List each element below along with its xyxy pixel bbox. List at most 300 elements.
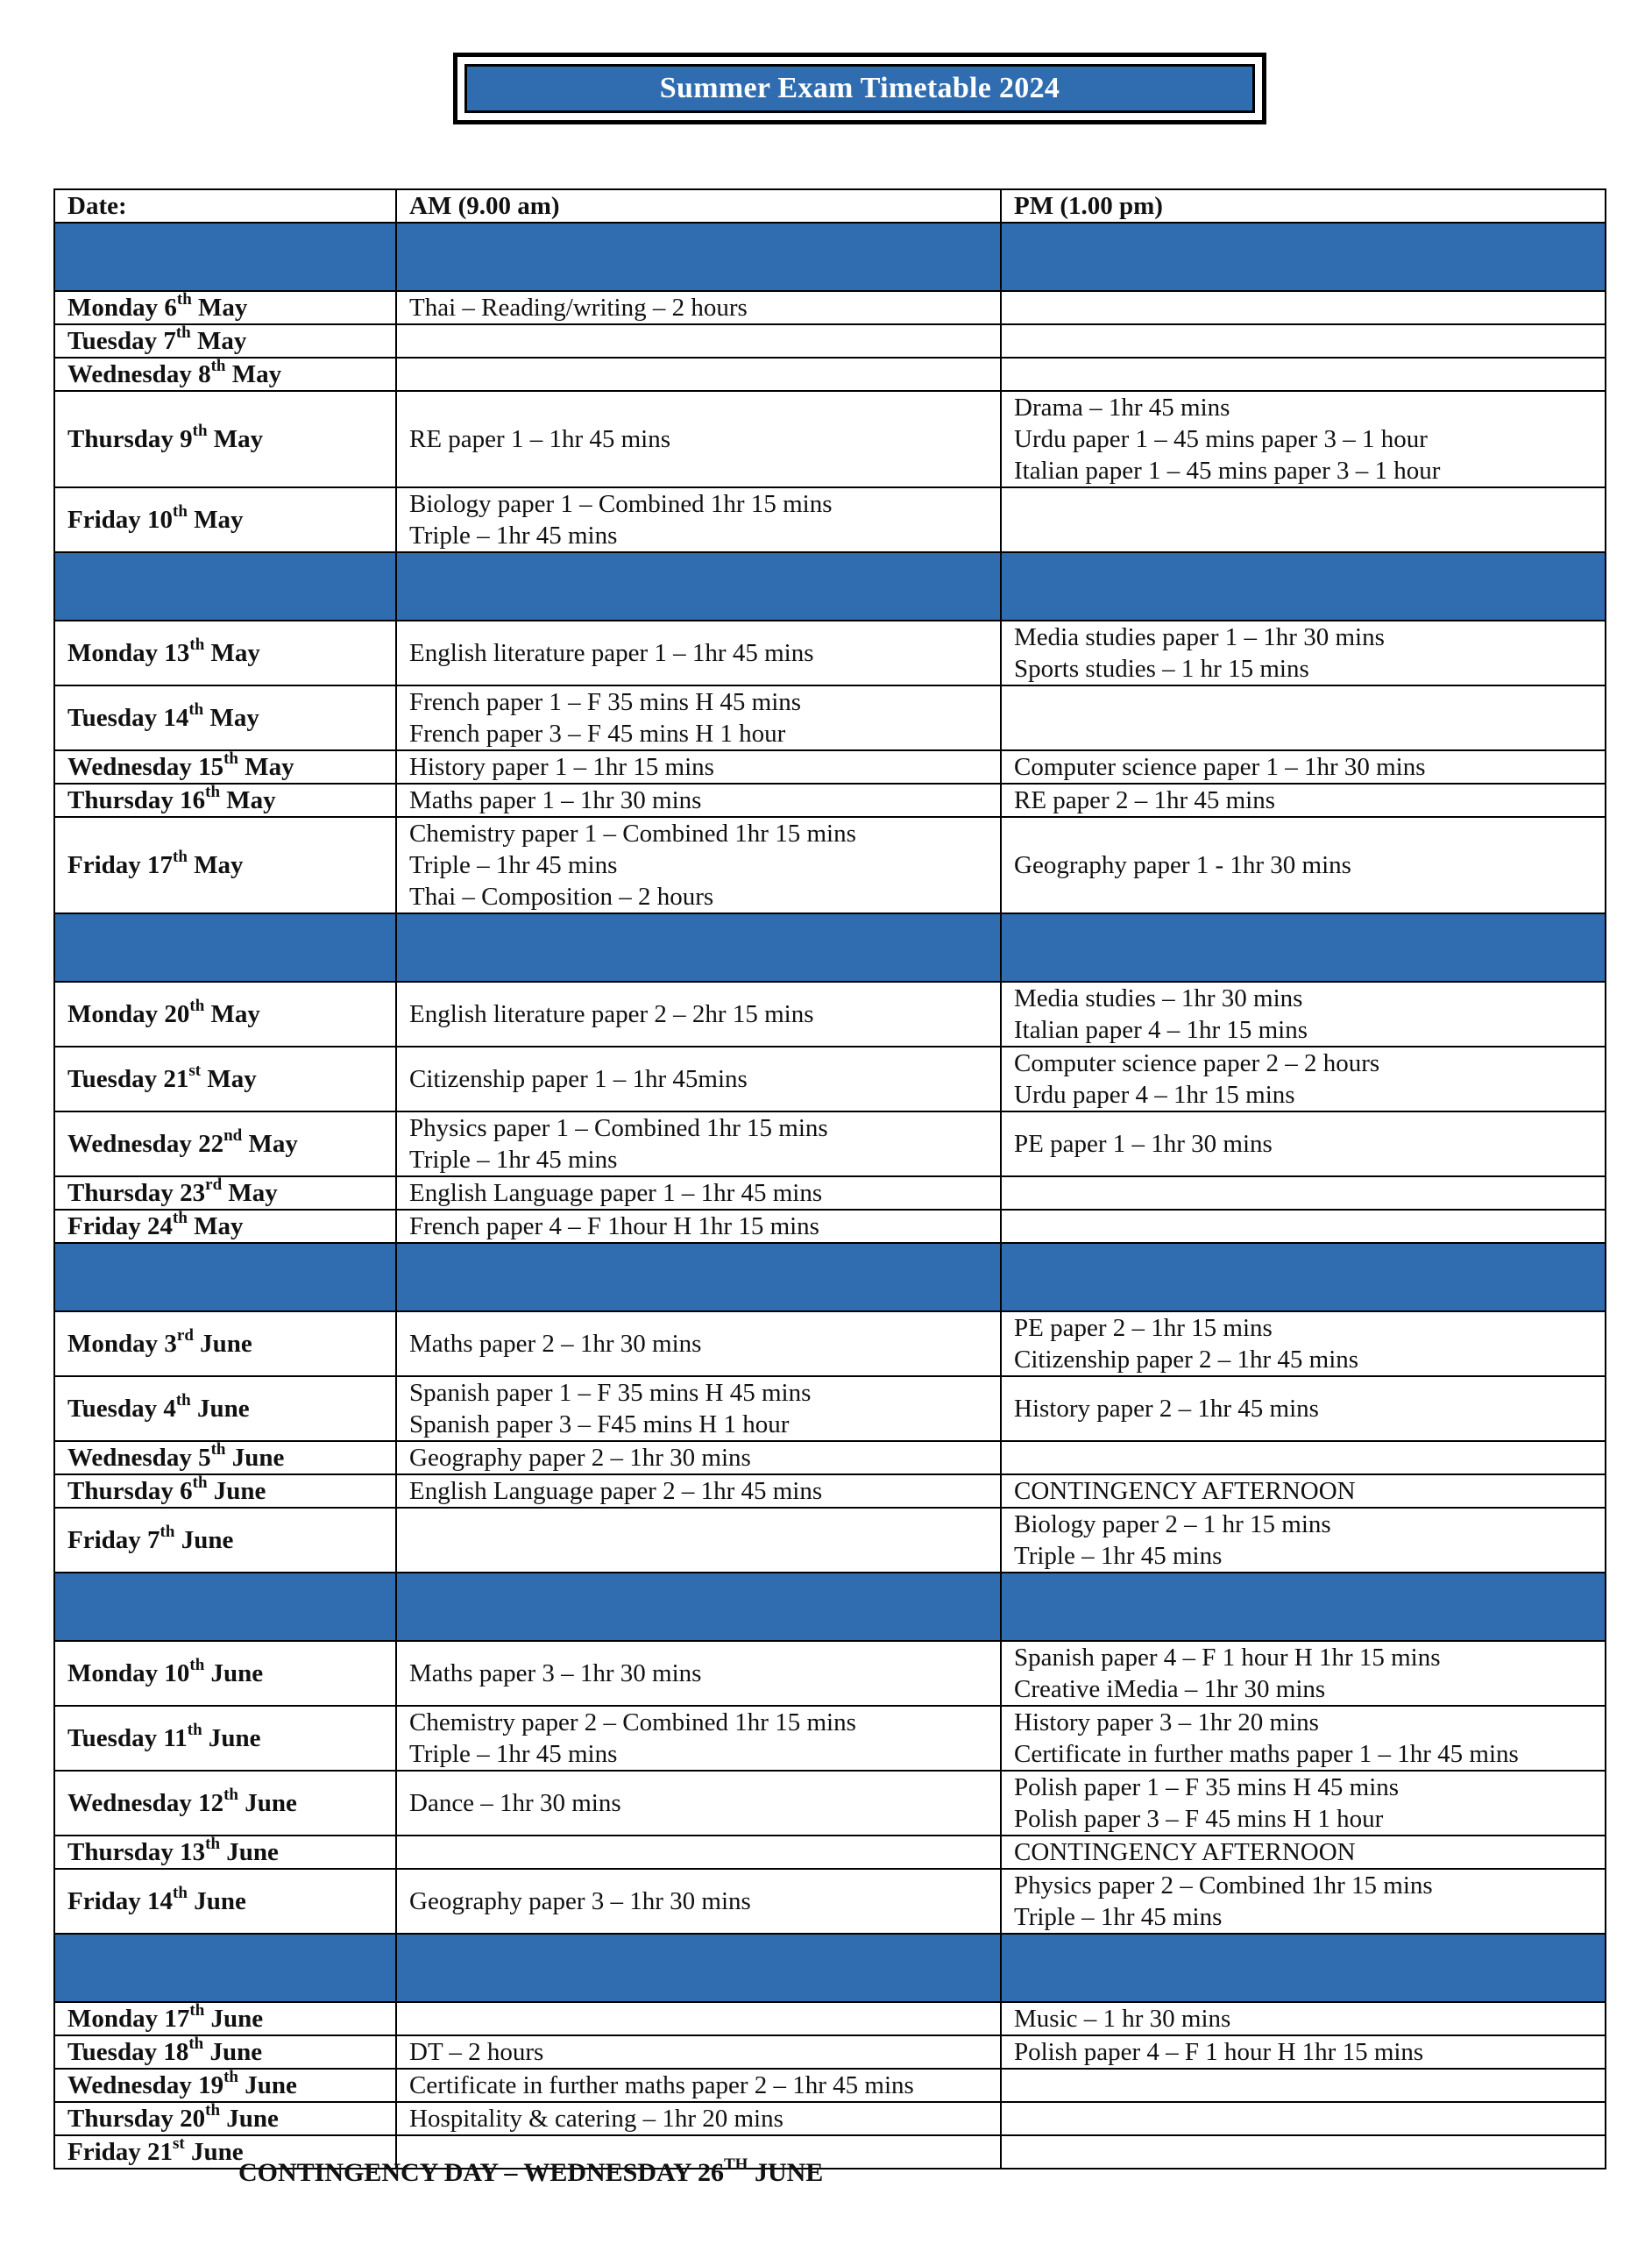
- day-month: May: [187, 506, 244, 534]
- pm-exam-line: Computer science paper 2 – 2 hours: [1014, 1049, 1380, 1077]
- day-label: Tuesday 7: [67, 327, 176, 355]
- day-month: May: [225, 360, 282, 388]
- pm-exam-line: Music – 1 hr 30 mins: [1014, 2005, 1231, 2033]
- day-month: May: [203, 704, 259, 732]
- day-label: Wednesday 19: [67, 2071, 224, 2099]
- pm-exam-line: History paper 2 – 1hr 45 mins: [1014, 1395, 1319, 1423]
- am-exam-line: Spanish paper 1 – F 35 mins H 45 mins: [409, 1379, 812, 1407]
- am-cell: [396, 2102, 1001, 2135]
- day-row: [54, 1441, 1606, 1474]
- day-month: June: [204, 1659, 264, 1687]
- pm-exam-line: Polish paper 1 – F 35 mins H 45 mins: [1014, 1773, 1400, 1801]
- day-month: June: [190, 1395, 250, 1423]
- title-box: [453, 53, 1266, 124]
- day-month: May: [222, 1179, 278, 1207]
- am-exam-line: Triple – 1hr 45 mins: [409, 522, 618, 550]
- week-separator-cell: [1001, 552, 1606, 621]
- day-suffix: th: [173, 502, 188, 522]
- day-cell: [54, 1771, 396, 1836]
- day-suffix: th: [210, 1441, 226, 1459]
- day-suffix: th: [192, 1474, 208, 1493]
- day-month: June: [207, 1477, 266, 1505]
- day-cell: [54, 1508, 396, 1573]
- day-label: Thursday 16: [67, 786, 206, 814]
- day-suffix: th: [223, 2069, 238, 2087]
- pm-cell: [1001, 2102, 1606, 2135]
- day-suffix: th: [173, 1884, 188, 1903]
- am-exam-line: DT – 2 hours: [409, 2038, 544, 2066]
- pm-cell: [1001, 750, 1606, 784]
- pm-cell: [1001, 621, 1606, 685]
- am-cell: [396, 1836, 1001, 1869]
- day-suffix: th: [187, 1721, 202, 1740]
- am-cell: [396, 784, 1001, 817]
- week-separator-cell: [54, 1243, 396, 1311]
- day-cell: [54, 750, 396, 784]
- week-separator-cell: [396, 1934, 1001, 2002]
- week-separator-cell: [54, 552, 396, 621]
- day-row: [54, 1869, 1606, 1934]
- day-cell: [54, 487, 396, 552]
- day-cell: [54, 1706, 396, 1771]
- pm-cell: [1001, 1641, 1606, 1706]
- day-month: May: [207, 425, 264, 453]
- day-label: Wednesday 8: [67, 360, 211, 388]
- pm-cell: [1001, 982, 1606, 1047]
- day-row: [54, 1771, 1606, 1836]
- pm-exam-line: Certificate in further maths paper 1 – 1hr 45 mins: [1014, 1740, 1519, 1768]
- day-label: Monday 20: [67, 1000, 190, 1028]
- pm-cell: [1001, 358, 1606, 391]
- day-label: Friday 21: [67, 2138, 174, 2166]
- day-row: [54, 1508, 1606, 1573]
- pm-cell: [1001, 1441, 1606, 1474]
- day-cell: [54, 685, 396, 750]
- am-cell: [396, 1176, 1001, 1210]
- am-cell: [396, 291, 1001, 324]
- am-cell: [396, 1047, 1001, 1111]
- day-month: June: [203, 2038, 263, 2066]
- am-exam-line: French paper 3 – F 45 mins H 1 hour: [409, 720, 786, 748]
- week-separator-cell: [396, 223, 1001, 291]
- am-exam-line: Chemistry paper 1 – Combined 1hr 15 mins: [409, 820, 856, 848]
- am-cell: [396, 1474, 1001, 1508]
- week-separator-cell: [1001, 1243, 1606, 1311]
- am-exam-line: Thai – Reading/writing – 2 hours: [409, 294, 748, 322]
- day-cell: [54, 358, 396, 391]
- day-row: [54, 2002, 1606, 2035]
- am-exam-line: Chemistry paper 2 – Combined 1hr 15 mins: [409, 1708, 856, 1736]
- pm-exam-line: Sports studies – 1 hr 15 mins: [1014, 655, 1309, 683]
- pm-cell: [1001, 324, 1606, 358]
- day-label: Tuesday 14: [67, 704, 189, 732]
- pm-exam-line: Polish paper 4 – F 1 hour H 1hr 15 mins: [1014, 2038, 1424, 2066]
- day-month: June: [238, 2071, 297, 2099]
- am-cell: [396, 391, 1001, 487]
- day-month: May: [190, 327, 247, 355]
- day-row: [54, 2035, 1606, 2069]
- week-separator: [54, 1243, 1606, 1311]
- day-month: June: [225, 1444, 285, 1472]
- day-row: [54, 750, 1606, 784]
- pm-exam-line: Media studies – 1hr 30 mins: [1014, 984, 1303, 1012]
- am-exam-line: RE paper 1 – 1hr 45 mins: [409, 425, 671, 453]
- day-suffix: th: [160, 1523, 175, 1542]
- day-row: [54, 1047, 1606, 1111]
- am-cell: [396, 1706, 1001, 1771]
- am-cell: [396, 2002, 1001, 2035]
- week-separator-cell: [1001, 223, 1606, 291]
- day-label: Friday 10: [67, 506, 174, 534]
- day-suffix: rd: [205, 1176, 223, 1195]
- day-month: May: [191, 294, 248, 322]
- day-row: [54, 685, 1606, 750]
- am-cell: [396, 1508, 1001, 1573]
- day-cell: [54, 2069, 396, 2102]
- pm-cell: [1001, 1771, 1606, 1836]
- day-row: [54, 621, 1606, 685]
- day-cell: [54, 1836, 396, 1869]
- day-row: [54, 1376, 1606, 1441]
- pm-exam-line: PE paper 1 – 1hr 30 mins: [1014, 1130, 1273, 1158]
- pm-exam-line: Citizenship paper 2 – 1hr 45 mins: [1014, 1346, 1359, 1374]
- day-row: [54, 1176, 1606, 1210]
- contingency-day-note: [238, 2155, 824, 2188]
- day-cell: [54, 291, 396, 324]
- header-row: [54, 189, 1606, 223]
- day-row: [54, 817, 1606, 913]
- day-month: June: [220, 1838, 279, 1866]
- pm-cell: [1001, 1047, 1606, 1111]
- am-exam-line: Geography paper 3 – 1hr 30 mins: [409, 1887, 751, 1915]
- day-suffix: th: [188, 2035, 204, 2054]
- day-suffix: th: [205, 784, 221, 802]
- day-label: Friday 17: [67, 851, 174, 879]
- day-suffix: th: [175, 324, 191, 343]
- page-title: Summer Exam Timetable 2024: [464, 64, 1255, 113]
- pm-cell: [1001, 685, 1606, 750]
- pm-cell: [1001, 1836, 1606, 1869]
- day-month: May: [238, 753, 294, 781]
- pm-cell: [1001, 1111, 1606, 1176]
- pm-exam-line: Media studies paper 1 – 1hr 30 mins: [1014, 623, 1385, 651]
- day-label: Friday 24: [67, 1212, 174, 1240]
- week-separator: [54, 1573, 1606, 1641]
- day-label: Thursday 13: [67, 1838, 206, 1866]
- day-suffix: th: [188, 700, 204, 720]
- am-cell: [396, 1210, 1001, 1243]
- pm-exam-line: CONTINGENCY AFTERNOON: [1014, 1838, 1356, 1866]
- day-cell: [54, 1210, 396, 1243]
- pm-cell: [1001, 1210, 1606, 1243]
- pm-cell: [1001, 2035, 1606, 2069]
- day-suffix: th: [192, 422, 208, 441]
- footer-tail: JUNE: [748, 2158, 824, 2187]
- am-cell: [396, 1641, 1001, 1706]
- day-cell: [54, 2002, 396, 2035]
- day-cell: [54, 391, 396, 487]
- day-suffix: th: [176, 291, 192, 309]
- am-exam-line: Maths paper 3 – 1hr 30 mins: [409, 1659, 702, 1687]
- day-label: Thursday 6: [67, 1477, 193, 1505]
- day-month: June: [202, 1724, 261, 1752]
- header-pm: PM (1.00 pm): [1001, 189, 1606, 223]
- day-row: [54, 1210, 1606, 1243]
- day-row: [54, 1641, 1606, 1706]
- pm-exam-line: Triple – 1hr 45 mins: [1014, 1542, 1223, 1570]
- week-separator-cell: [54, 1573, 396, 1641]
- day-suffix: th: [173, 848, 188, 867]
- day-row: [54, 2102, 1606, 2135]
- day-label: Thursday 9: [67, 425, 193, 453]
- am-exam-line: History paper 1 – 1hr 15 mins: [409, 753, 714, 781]
- am-exam-line: Physics paper 1 – Combined 1hr 15 mins: [409, 1114, 828, 1142]
- day-suffix: st: [173, 2135, 185, 2154]
- am-cell: [396, 487, 1001, 552]
- day-month: June: [184, 2138, 244, 2166]
- pm-exam-line: Italian paper 1 – 45 mins paper 3 – 1 hour: [1014, 457, 1441, 485]
- am-exam-line: Dance – 1hr 30 mins: [409, 1789, 621, 1817]
- day-month: May: [187, 851, 244, 879]
- day-row: [54, 784, 1606, 817]
- day-suffix: th: [189, 636, 205, 655]
- pm-cell: [1001, 391, 1606, 487]
- pm-exam-line: Italian paper 4 – 1hr 15 mins: [1014, 1016, 1308, 1044]
- pm-cell: [1001, 784, 1606, 817]
- pm-cell: [1001, 291, 1606, 324]
- day-label: Friday 14: [67, 1887, 174, 1915]
- am-exam-line: Maths paper 1 – 1hr 30 mins: [409, 786, 702, 814]
- day-cell: [54, 1869, 396, 1934]
- pm-exam-line: PE paper 2 – 1hr 15 mins: [1014, 1314, 1273, 1342]
- am-exam-line: Spanish paper 3 – F45 mins H 1 hour: [409, 1410, 790, 1438]
- day-cell: [54, 2035, 396, 2069]
- day-cell: [54, 1641, 396, 1706]
- day-suffix: th: [205, 1836, 221, 1854]
- day-month: May: [204, 639, 260, 667]
- day-month: May: [201, 1065, 257, 1093]
- day-cell: [54, 982, 396, 1047]
- am-cell: [396, 750, 1001, 784]
- day-label: Wednesday 22: [67, 1130, 224, 1158]
- day-suffix: th: [173, 1210, 188, 1228]
- pm-exam-line: Biology paper 2 – 1 hr 15 mins: [1014, 1510, 1331, 1538]
- day-suffix: th: [189, 2002, 205, 2020]
- week-separator-cell: [1001, 1573, 1606, 1641]
- footer-suffix: TH: [724, 2155, 748, 2174]
- am-cell: [396, 1311, 1001, 1376]
- day-cell: [54, 1474, 396, 1508]
- day-label: Monday 3: [67, 1330, 177, 1358]
- week-separator-cell: [396, 1573, 1001, 1641]
- week-separator: [54, 913, 1606, 982]
- day-suffix: th: [205, 2102, 221, 2120]
- day-label: Monday 17: [67, 2005, 190, 2033]
- header-date: Date:: [54, 189, 396, 223]
- week-separator: [54, 552, 1606, 621]
- am-exam-line: Hospitality & catering – 1hr 20 mins: [409, 2105, 783, 2133]
- week-separator-cell: [396, 1243, 1001, 1311]
- day-cell: [54, 1376, 396, 1441]
- day-month: June: [174, 1526, 234, 1554]
- pm-cell: [1001, 2069, 1606, 2102]
- pm-cell: [1001, 1508, 1606, 1573]
- pm-exam-line: RE paper 2 – 1hr 45 mins: [1014, 786, 1276, 814]
- am-cell: [396, 1441, 1001, 1474]
- day-label: Tuesday 11: [67, 1724, 188, 1752]
- day-suffix: rd: [176, 1326, 194, 1346]
- pm-exam-line: Physics paper 2 – Combined 1hr 15 mins: [1014, 1871, 1433, 1900]
- pm-exam-line: Geography paper 1 - 1hr 30 mins: [1014, 851, 1351, 879]
- pm-exam-line: CONTINGENCY AFTERNOON: [1014, 1477, 1356, 1505]
- day-cell: [54, 2102, 396, 2135]
- day-row: [54, 358, 1606, 391]
- am-cell: [396, 2035, 1001, 2069]
- am-exam-line: Thai – Composition – 2 hours: [409, 883, 714, 911]
- am-exam-line: Triple – 1hr 45 mins: [409, 1740, 618, 1768]
- am-cell: [396, 358, 1001, 391]
- am-exam-line: Maths paper 2 – 1hr 30 mins: [409, 1330, 702, 1358]
- am-exam-line: French paper 1 – F 35 mins H 45 mins: [409, 688, 802, 716]
- day-label: Monday 13: [67, 639, 190, 667]
- day-row: [54, 2069, 1606, 2102]
- day-suffix: th: [175, 1391, 191, 1410]
- pm-exam-line: Urdu paper 1 – 45 mins paper 3 – 1 hour: [1014, 425, 1428, 453]
- day-label: Wednesday 12: [67, 1789, 224, 1817]
- day-row: [54, 1836, 1606, 1869]
- am-cell: [396, 982, 1001, 1047]
- day-month: June: [204, 2005, 264, 2033]
- pm-exam-line: Polish paper 3 – F 45 mins H 1 hour: [1014, 1805, 1384, 1833]
- week-separator-cell: [396, 552, 1001, 621]
- day-month: May: [220, 786, 276, 814]
- day-month: June: [238, 1789, 297, 1817]
- day-cell: [54, 817, 396, 913]
- am-cell: [396, 1771, 1001, 1836]
- am-cell: [396, 324, 1001, 358]
- day-row: [54, 1706, 1606, 1771]
- pm-cell: [1001, 1706, 1606, 1771]
- week-separator-cell: [54, 1934, 396, 2002]
- am-cell: [396, 1111, 1001, 1176]
- week-separator-cell: [1001, 913, 1606, 982]
- pm-cell: [1001, 817, 1606, 913]
- pm-cell: [1001, 1311, 1606, 1376]
- am-cell: [396, 817, 1001, 913]
- day-row: [54, 982, 1606, 1047]
- day-suffix: th: [223, 750, 238, 769]
- am-exam-line: Certificate in further maths paper 2 – 1hr 45 mins: [409, 2071, 914, 2099]
- pm-cell: [1001, 2135, 1606, 2169]
- day-cell: [54, 621, 396, 685]
- day-label: Wednesday 5: [67, 1444, 211, 1472]
- day-row: [54, 324, 1606, 358]
- day-row: [54, 1474, 1606, 1508]
- pm-cell: [1001, 1376, 1606, 1441]
- pm-cell: [1001, 487, 1606, 552]
- day-label: Thursday 23: [67, 1179, 206, 1207]
- pm-exam-line: Triple – 1hr 45 mins: [1014, 1903, 1223, 1931]
- am-cell: [396, 621, 1001, 685]
- day-cell: [54, 1047, 396, 1111]
- day-cell: [54, 784, 396, 817]
- am-cell: [396, 2069, 1001, 2102]
- day-suffix: th: [223, 1786, 238, 1805]
- timetable: [53, 188, 1606, 2169]
- day-suffix: th: [189, 997, 205, 1016]
- am-exam-line: English literature paper 2 – 2hr 15 mins: [409, 1000, 814, 1028]
- week-separator: [54, 1934, 1606, 2002]
- week-separator-cell: [396, 913, 1001, 982]
- week-separator: [54, 223, 1606, 291]
- pm-cell: [1001, 1474, 1606, 1508]
- day-label: Monday 10: [67, 1659, 190, 1687]
- header-am: AM (9.00 am): [396, 189, 1001, 223]
- pm-exam-line: Drama – 1hr 45 mins: [1014, 394, 1230, 422]
- am-cell: [396, 685, 1001, 750]
- day-cell: [54, 324, 396, 358]
- day-cell: [54, 1176, 396, 1210]
- day-row: [54, 1111, 1606, 1176]
- am-exam-line: Biology paper 1 – Combined 1hr 15 mins: [409, 490, 833, 518]
- day-month: June: [220, 2105, 279, 2133]
- timetable-body: [54, 189, 1606, 2169]
- day-month: June: [187, 1887, 246, 1915]
- day-label: Friday 7: [67, 1526, 160, 1554]
- day-row: [54, 1311, 1606, 1376]
- day-row: [54, 291, 1606, 324]
- am-cell: [396, 1376, 1001, 1441]
- day-label: Thursday 20: [67, 2105, 206, 2133]
- pm-exam-line: Spanish paper 4 – F 1 hour H 1hr 15 mins: [1014, 1644, 1441, 1672]
- day-label: Monday 6: [67, 294, 177, 322]
- day-row: [54, 391, 1606, 487]
- week-separator-cell: [54, 913, 396, 982]
- day-cell: [54, 1441, 396, 1474]
- day-label: Wednesday 15: [67, 753, 224, 781]
- day-suffix: nd: [223, 1126, 243, 1146]
- week-separator-cell: [54, 223, 396, 291]
- day-month: May: [242, 1130, 298, 1158]
- day-cell: [54, 1111, 396, 1176]
- am-exam-line: Geography paper 2 – 1hr 30 mins: [409, 1444, 751, 1472]
- am-exam-line: Citizenship paper 1 – 1hr 45mins: [409, 1065, 748, 1093]
- am-exam-line: Triple – 1hr 45 mins: [409, 851, 618, 879]
- footer-text: CONTINGENCY DAY – WEDNESDAY 26: [238, 2158, 724, 2187]
- pm-cell: [1001, 2002, 1606, 2035]
- am-exam-line: English Language paper 2 – 1hr 45 mins: [409, 1477, 823, 1505]
- pm-cell: [1001, 1869, 1606, 1934]
- day-label: Tuesday 21: [67, 1065, 189, 1093]
- pm-exam-line: Computer science paper 1 – 1hr 30 mins: [1014, 753, 1426, 781]
- day-row: [54, 487, 1606, 552]
- am-exam-line: English literature paper 1 – 1hr 45 mins: [409, 639, 814, 667]
- day-month: May: [204, 1000, 260, 1028]
- day-cell: [54, 1311, 396, 1376]
- day-label: Tuesday 18: [67, 2038, 189, 2066]
- day-label: Tuesday 4: [67, 1395, 176, 1423]
- day-suffix: th: [189, 1656, 205, 1675]
- am-exam-line: Triple – 1hr 45 mins: [409, 1146, 618, 1174]
- pm-cell: [1001, 1176, 1606, 1210]
- am-exam-line: English Language paper 1 – 1hr 45 mins: [409, 1179, 823, 1207]
- day-suffix: th: [210, 358, 226, 376]
- am-cell: [396, 1869, 1001, 1934]
- pm-exam-line: Urdu paper 4 – 1hr 15 mins: [1014, 1081, 1295, 1109]
- pm-exam-line: History paper 3 – 1hr 20 mins: [1014, 1708, 1319, 1736]
- am-exam-line: French paper 4 – F 1hour H 1hr 15 mins: [409, 1212, 819, 1240]
- day-suffix: st: [188, 1062, 202, 1081]
